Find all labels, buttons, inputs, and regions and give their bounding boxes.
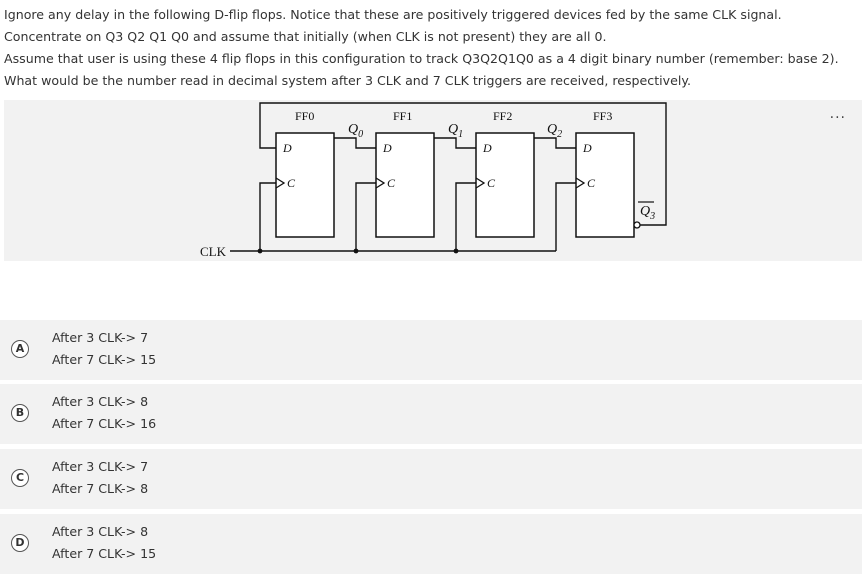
- option-line: After 3 CLK-> 8: [52, 524, 149, 539]
- ff-label: FF2: [493, 109, 513, 123]
- ff-label: FF0: [295, 109, 315, 123]
- question-line: What would be the number read in decimal system after 3 CLK and 7 CLK triggers are received, respectively.: [4, 73, 692, 88]
- option-letter-badge[interactable]: B: [11, 404, 29, 422]
- question-text: [4, 4, 860, 92]
- answer-option-d[interactable]: [0, 514, 862, 574]
- q-output-label: $Q_1$: [448, 122, 464, 140]
- circuit-figure: [4, 100, 862, 261]
- d-input-label: D: [383, 141, 392, 155]
- q3-bar-label: $Q_3$: [640, 204, 656, 222]
- clock-input-label: C: [287, 176, 296, 190]
- option-line: After 3 CLK-> 7: [52, 330, 149, 345]
- option-letter-badge[interactable]: A: [11, 340, 29, 358]
- clock-input-label: C: [487, 176, 496, 190]
- flip-flop-diagram: [196, 100, 696, 261]
- option-line: After 3 CLK-> 7: [52, 459, 149, 474]
- option-letter-badge[interactable]: D: [11, 534, 29, 552]
- more-horizontal-icon[interactable]: ...: [829, 106, 846, 122]
- option-line: After 7 CLK-> 15: [52, 546, 157, 561]
- option-line: After 7 CLK-> 16: [52, 416, 157, 431]
- d-input-label: D: [283, 141, 292, 155]
- answer-option-b[interactable]: [0, 384, 862, 444]
- option-letter-badge[interactable]: C: [11, 469, 29, 487]
- option-line: After 3 CLK-> 8: [52, 394, 149, 409]
- question-line: Concentrate on Q3 Q2 Q1 Q0 and assume that initially (when CLK is not present) they are all 0.: [4, 29, 607, 44]
- answer-option-c[interactable]: [0, 449, 862, 509]
- q-output-label: $Q_2$: [547, 122, 563, 140]
- d-input-label: D: [583, 141, 592, 155]
- question-line: Ignore any delay in the following D-flip flops. Notice that these are positively triggered devices fed by the same CLK signal.: [4, 7, 782, 22]
- option-line: After 7 CLK-> 8: [52, 481, 149, 496]
- q-output-label: $Q_0$: [348, 122, 364, 140]
- clock-input-label: C: [587, 176, 596, 190]
- question-line: Assume that user is using these 4 flip flops in this configuration to track Q3Q2Q1Q0 as a 4 digit binary number (remember: base 2).: [4, 51, 839, 66]
- ff-label: FF3: [593, 109, 613, 123]
- clk-label: CLK: [200, 244, 226, 259]
- option-line: After 7 CLK-> 15: [52, 352, 157, 367]
- answer-option-a[interactable]: [0, 320, 862, 380]
- clock-input-label: C: [387, 176, 396, 190]
- ff-label: FF1: [393, 109, 413, 123]
- d-input-label: D: [483, 141, 492, 155]
